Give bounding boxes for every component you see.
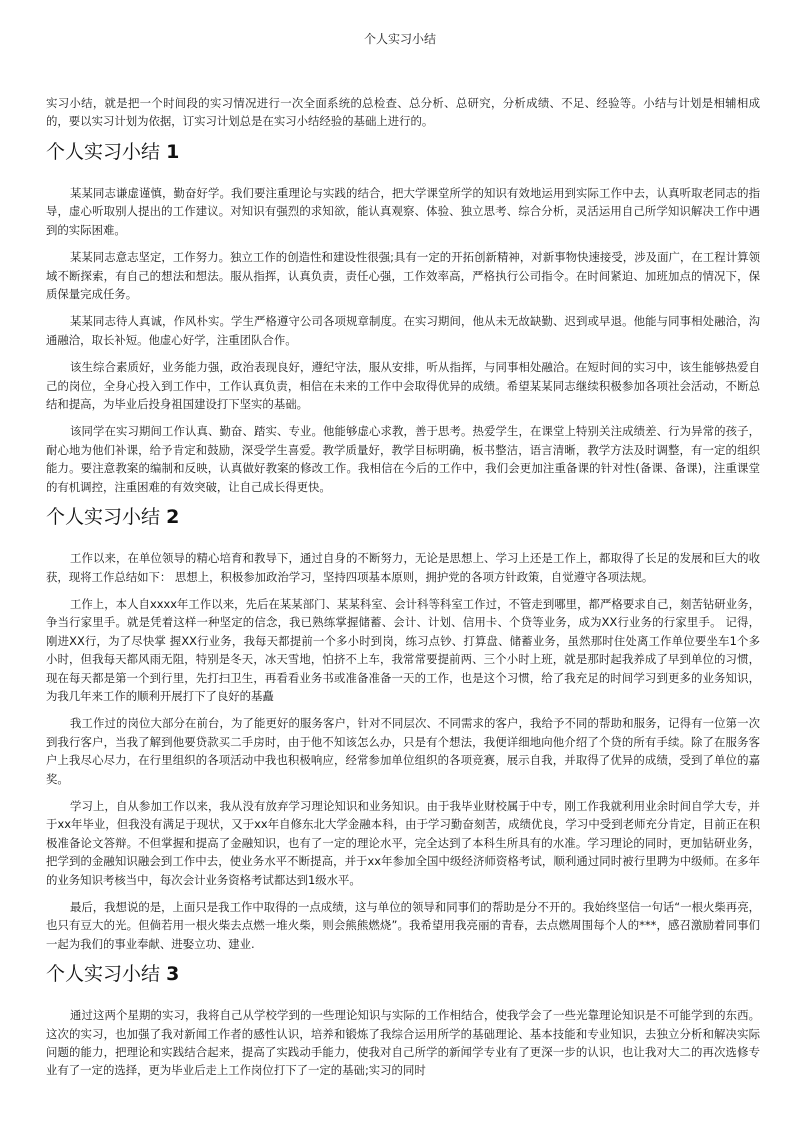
section-1-title-text: 个人实习小结 (46, 141, 161, 163)
section-3-number: 3 (166, 963, 180, 986)
section-2-paragraph-5: 最后，我想说的是，上面只是我工作中取得的一点成绩，这与单位的领导和同事们的帮助是分不开的。我始终坚信一句话“一根火柴再亮，也只有豆大的光。但倘若用一根火柴去点燃一堆火柴，则会熊熊燃烧”。我希望用我亮丽的青春，去点燃周围每个人的***，感召激励着同事们一起为我们的事业奉献、进娶立功、建业. (46, 900, 760, 951)
page-header: 个人实习小结 (363, 32, 436, 46)
section-2-paragraph-2: 工作上，本人自xxxx年工作以来，先后在某某部门、某某科室、会计科等科室工作过，不管走到哪里，都严格要求自己，刻苦钻研业务，争当行家里手。就是凭着这样一种坚定的信念，我已熟练掌握储蓄、会计、计划、信用卡、个贷等业务，成为XX行业务的行家里手。 记得，刚进XX行，为了尽快掌 握XX行业务，我每天都提前一个多小时到岗，练习点钞、打算盘、储蓄业务，虽然那时住处离工作单位要坐车1个多小时，但我每天都风雨无阻，特别是冬天，冰天雪地，怕挤不上车，我常常要提前两、三个小时上班，就是那时起我养成了早到单位的习惯，现在每天都是第一个到行里，先打扫卫生，再看看业务书或准备准备一天的工作，也是这个习惯，给了我充足的时间学习到更多的业务知识，为我几年来工作的顺利开展打下了良好的基矗 (46, 596, 760, 703)
document-body (46, 94, 760, 1089)
section-1-number: 1 (166, 141, 180, 163)
section-3-paragraph-1: 通过这两个星期的实习，我将自己从学校学到的一些理论知识与实际的工作相结合，使我学会了一些光靠理论知识是不可能学到的东西。这次的实习，也加强了我对新闻工作者的感性认识，培养和锻炼了我综合运用所学的基础理论、基本技能和专业知识，去独立分析和解决实际问题的能力，把理论和实践结合起来，提高了实践动手能力，使我对自己所学的新闻学专业有了更深一步的认识，也让我对大二的再次选修专业有了一定的选择，更为毕业后走上工作岗位打下了一定的基础;实习的同时 (46, 1008, 760, 1078)
section-2-paragraph-1: 工作以来，在单位领导的精心培育和教导下，通过自身的不断努力，无论是思想上、学习上还是工作上，都取得了长足的发展和巨大的收获，现将工作总结如下： 思想上，积极参加政治学习，坚持四项基本原则，拥护党的各项方针政策，自觉遵守各项法规。 (46, 551, 760, 584)
section-1-paragraph-4: 该生综合素质好，业务能力强，政治表现良好，遵纪守法，服从安排，听从指挥，与同事相处融洽。在短时间的实习中，该生能够热爱自己的岗位，全身心投入到工作中，工作认真负责，相信在未来的工作中会取得优异的成绩。希望某某同志继续积极参加各项社会活动，不断总结和提高，为毕业后投身祖国建设打下坚实的基础。 (46, 360, 760, 412)
section-2-number: 2 (166, 506, 180, 529)
section-1-paragraph-1: 某某同志谦虚谨慎，勤奋好学。我们要注重理论与实践的结合，把大学课堂所学的知识有效地运用到实际工作中去，认真听取老同志的指导，虚心听取别人提出的工作建议。对知识有强烈的求知欲，能认真观察、体验、独立思考、综合分析，灵活运用自己所学知识解决工作中遇到的实际困难。 (46, 186, 760, 237)
section-3-title-text: 个人实习小结 (46, 963, 161, 986)
section-2-title (46, 505, 760, 529)
section-3-title (46, 962, 760, 986)
section-1-paragraph-5: 该同学在实习期间工作认真、勤奋、踏实、专业。他能够虚心求教，善于思考。热爱学生，在课堂上特别关注成绩差、行为异常的孩子，耐心地为他们补课，给予肯定和鼓励，深受学生喜爱。教学质量好，教学目标明确，板书整洁，语言清晰，教学方法及时调整，有一定的组织能力。要注意教案的编制和反映，认真做好教案的修改工作。我相信在今后的工作中，我们会更加注重备课的针对性(备课、备课)，注重课堂的有机调控，注重困难的有效突破，让自己成长得更快。 (46, 424, 760, 494)
section-1-paragraph-2: 某某同志意志坚定，工作努力。独立工作的创造性和建设性很强;具有一定的开拓创新精神，对新事物快速接受，涉及面广，在工程计算领域不断探索，有自己的想法和想法。服从指挥，认真负责，责任心强，工作效率高，严格执行公司指令。在时间紧迫、加班加点的情况下，保质保量完成任务。 (46, 250, 760, 302)
section-2-paragraph-4: 学习上，自从参加工作以来，我从没有放弃学习理论知识和业务知识。由于我毕业财校属于中专，刚工作我就利用业余时间自学大专，并于xx年毕业，但我没有满足于现状，又于xx年自修东北大学金融本科，由于学习勤奋刻苦，成绩优良，学习中受到老师充分肯定，目前正在积极准备论文答辩。不但掌握和提高了金融知识，也有了一定的理论水平，完全达到了本科生所具有的水准。学习理论的同时，更加钻研业务，把学到的金融知识融会到工作中去，使业务水平不断提高，并于xx年参加全国中级经济师资格考试，顺利通过同时被行里聘为中级师。在多年的业务知识考核当中，每次会计业务资格考试都达到1级水平。 (46, 798, 760, 887)
section-2-paragraph-3: 我工作过的岗位大部分在前台，为了能更好的服务客户，针对不同层次、不同需求的客户，我给予不同的帮助和服务，记得有一位第一次到我行客户，当我了解到他要贷款买二手房时，由于他不知该怎么办，只是有个想法，我便详细地向他介绍了个贷的所有手续。除了在服务客户上我尽心尽力，在行里组织的各项活动中我也积极响应，经常参加单位组织的各项竞赛，展示自我，并取得了优异的成绩，受到了单位的嘉奖。 (46, 716, 760, 786)
section-1-title (46, 140, 760, 164)
intro-paragraph: 实习小结，就是把一个时间段的实习情况进行一次全面系统的总检查、总分析、总研究，分析成绩、不足、经验等。小结与计划是相辅相成的，要以实习计划为依据，订实习计划总是在实习小结经验的基础上进行的。 (46, 96, 760, 128)
section-2-title-text: 个人实习小结 (46, 506, 161, 529)
section-1-paragraph-3: 某某同志待人真诚，作风朴实。学生严格遵守公司各项规章制度。在实习期间，他从未无故缺勤、迟到或早退。他能与同事相处融洽，沟通融洽，取长补短。他虚心好学，注重团队合作。 (46, 314, 760, 347)
